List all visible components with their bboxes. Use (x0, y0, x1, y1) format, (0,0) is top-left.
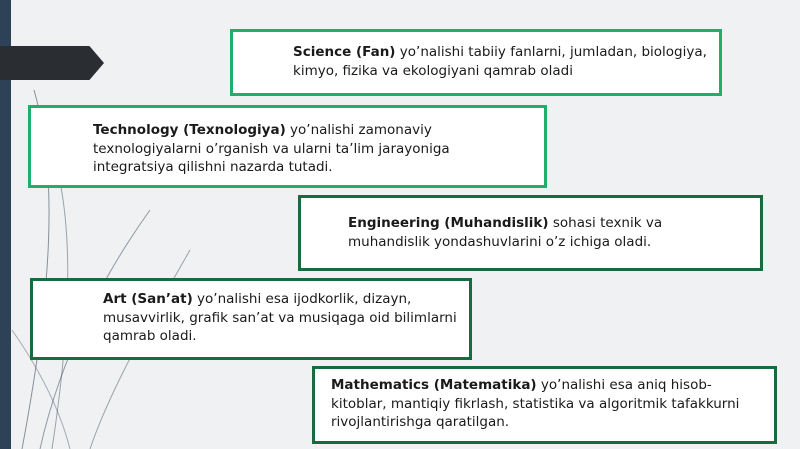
mathematics-text: yo’nalishi esa aniq hisob-kitoblar, mantiqiy fikrlash, statistika va algoritmik tafakkurni rivojlantirishga qaratilgan. (331, 377, 740, 430)
science-text: yo’nalishi tabiiy fanlarni, jumladan, biologiya, kimyo, fizika va ekologiyani qamrab oladi (293, 44, 707, 79)
engineering-card (298, 195, 763, 271)
art-title: Art (San’at) (103, 291, 193, 307)
technology-text: yo’nalishi zamonaviy texnologiyalarni o’rganish va ularni ta’lim jarayoniga integratsiya qilishni nazarda tutadi. (93, 122, 450, 175)
engineering-text: sohasi texnik va muhandislik yondashuvlarini o’z ichiga oladi. (348, 215, 663, 250)
technology-card (28, 105, 547, 188)
technology-title: Technology (Texnologiya) (93, 122, 286, 138)
science-title: Science (Fan) (293, 44, 396, 60)
mathematics-card (312, 366, 777, 444)
engineering-title: Engineering (Muhandislik) (348, 215, 549, 231)
mathematics-title: Mathematics (Matematika) (331, 377, 537, 393)
art-text: yo’nalishi esa ijodkorlik, dizayn, musavvirlik, grafik san’at va musiqaga oid bilimlarni qamrab oladi. (103, 291, 457, 344)
art-card (30, 278, 472, 360)
arrow-tab-shape (0, 46, 104, 80)
science-card (230, 29, 722, 96)
